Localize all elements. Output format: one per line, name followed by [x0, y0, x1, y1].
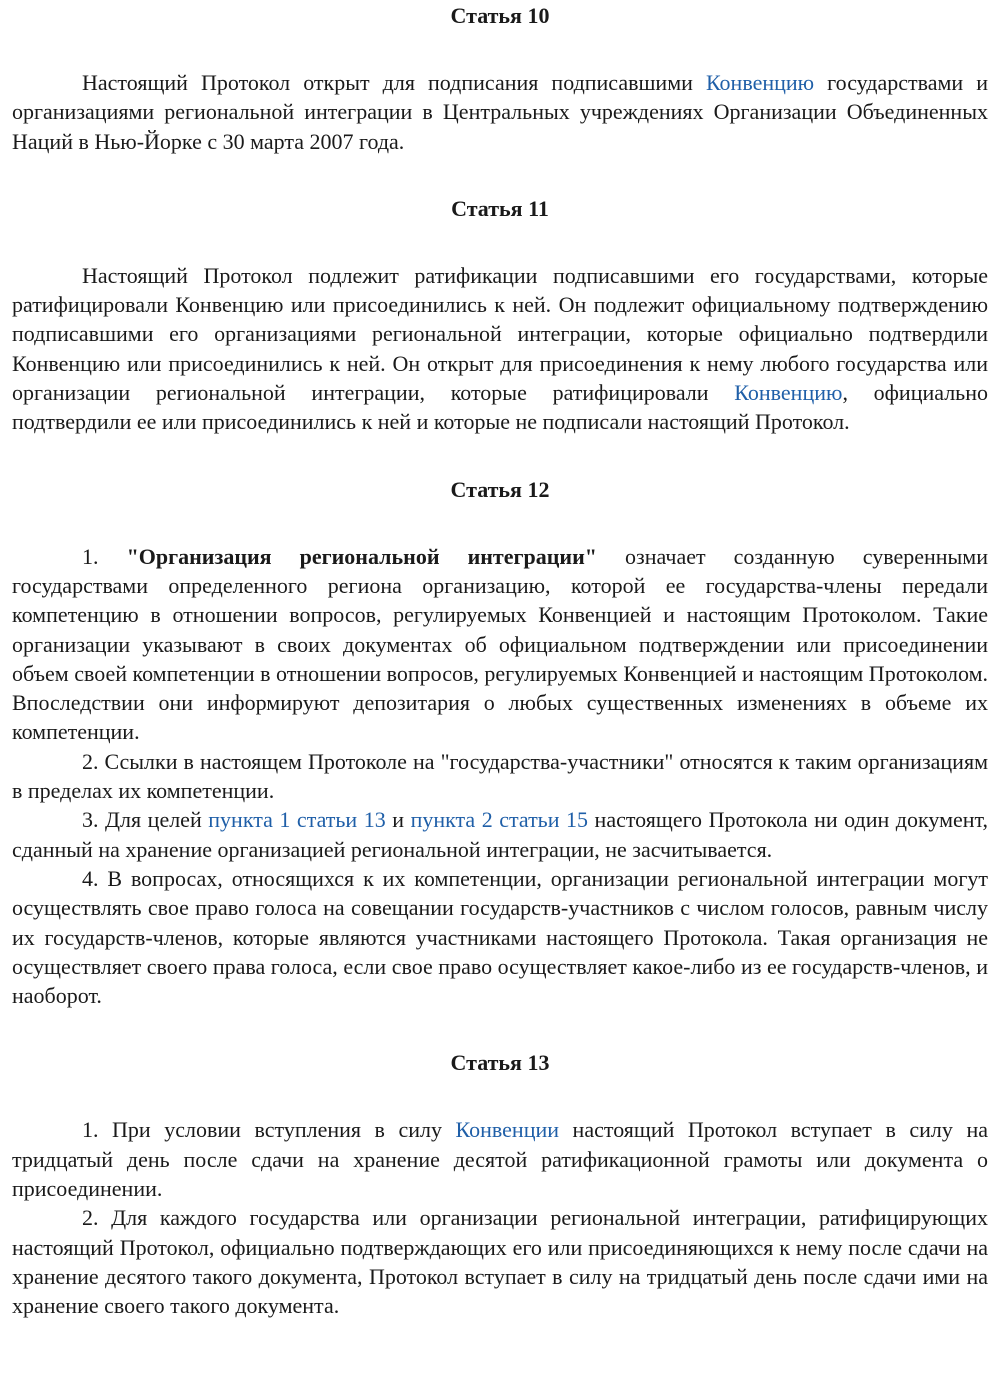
article-paragraph-1 [12, 542, 988, 747]
article-paragraph [12, 68, 988, 156]
paragraph-text: , официально подтвердили ее или присоединились к ней и которые не подписали настоящий Протокол. [12, 380, 988, 435]
article-heading: Статья 11 [451, 195, 549, 221]
article-paragraph-1 [12, 1115, 988, 1203]
article-12 [12, 475, 988, 1011]
paragraph-text: Настоящий Протокол открыт для подписания подписавшими [82, 70, 706, 95]
article-heading: Статья 10 [450, 3, 550, 28]
paragraph-text: означает созданную суверенными государствами определенного региона организацию, которой ее государства-члены передали компетенцию в отношении вопросов, регулируемых Конвенцией и настоящим Протоколом. Такие организации указывают в своих документах об официальном подтверждении или присоединении объем своей компетенции в отношении вопросов, регулируемых Конвенцией и настоящим Протоколом. Впоследствии они информируют депозитария о любых существенных изменениях в объеме их компетенции. [12, 543, 989, 745]
article-11 [12, 194, 988, 437]
paragraph-text: государствами и организациями региональной интеграции в Центральных учреждениях Организации Объединенных Наций в Нью-Йорке с 30 марта 2007 года. [12, 70, 988, 154]
convention-link[interactable]: Конвенцию [734, 380, 843, 406]
article-heading: Статья 12 [450, 476, 550, 502]
paragraph-text: настоящего Протокола ни один документ, сданный на хранение организацией региональной интеграции, не засчитывается. [12, 807, 988, 862]
paragraph-text: и [385, 807, 411, 833]
article-paragraph-2 [12, 747, 988, 806]
paragraph-text: 1. При условии вступления в силу [82, 1117, 456, 1143]
convention-link[interactable]: Конвенцию [705, 70, 815, 95]
article-15-item-2-link[interactable]: пункта 2 статьи 15 [410, 807, 589, 833]
paragraph-text: настоящий Протокол вступает в силу на тридцатый день после сдачи на хранение десятой ратификационной грамоты или документа о присоединении. [12, 1117, 988, 1202]
article-13-item-1-link[interactable]: пункта 1 статьи 13 [208, 807, 386, 833]
article-paragraph-2 [12, 1203, 988, 1320]
paragraph-text: 1. [82, 543, 127, 569]
paragraph-text: 3. Для целей [82, 807, 209, 833]
article-10 [12, 0, 988, 156]
article-paragraph-3 [12, 805, 988, 864]
article-paragraph [12, 261, 988, 437]
defined-term: "Организация региональной интеграции" [126, 543, 597, 569]
convention-link[interactable]: Конвенции [455, 1117, 560, 1143]
paragraph-text: Настоящий Протокол подлежит ратификации подписавшими его государствами, которые ратифицировали Конвенцию или присоединились к ней. Он подлежит официальному подтверждению подписавшими его организациями региональной интеграции, которые официально подтвердили Конвенцию или присоединились к ней. Он открыт для присоединения к нему любого государства или организации региональной интеграции, которые ратифицировали [12, 262, 988, 406]
paragraph-text: 2. Ссылки в настоящем Протоколе на "государства-участники" относятся к таким организациям в пределах их компетенции. [12, 748, 988, 804]
article-paragraph-4 [12, 864, 988, 1010]
paragraph-text: 2. Для каждого государства или организации региональной интеграции, ратифицирующих настоящий Протокол, официально подтверждающих его или присоединяющихся к нему после сдачи на хранение десятого такого документа, Протокол вступает в силу на тридцатый день после сдачи ими на хранение своего такого документа. [12, 1205, 988, 1319]
paragraph-text: 4. В вопросах, относящихся к их компетенции, организации региональной интеграции могут осуществлять свое право голоса на совещании государств-участников с числом голосов, равным числу их государств-членов, которые являются участниками настоящего Протокола. Такая организация не осуществляет своего права голоса, если свое право осуществляет какое-либо из ее государств-членов, и наоборот. [12, 865, 988, 1009]
article-heading: Статья 13 [450, 1050, 550, 1076]
article-13 [12, 1048, 988, 1320]
